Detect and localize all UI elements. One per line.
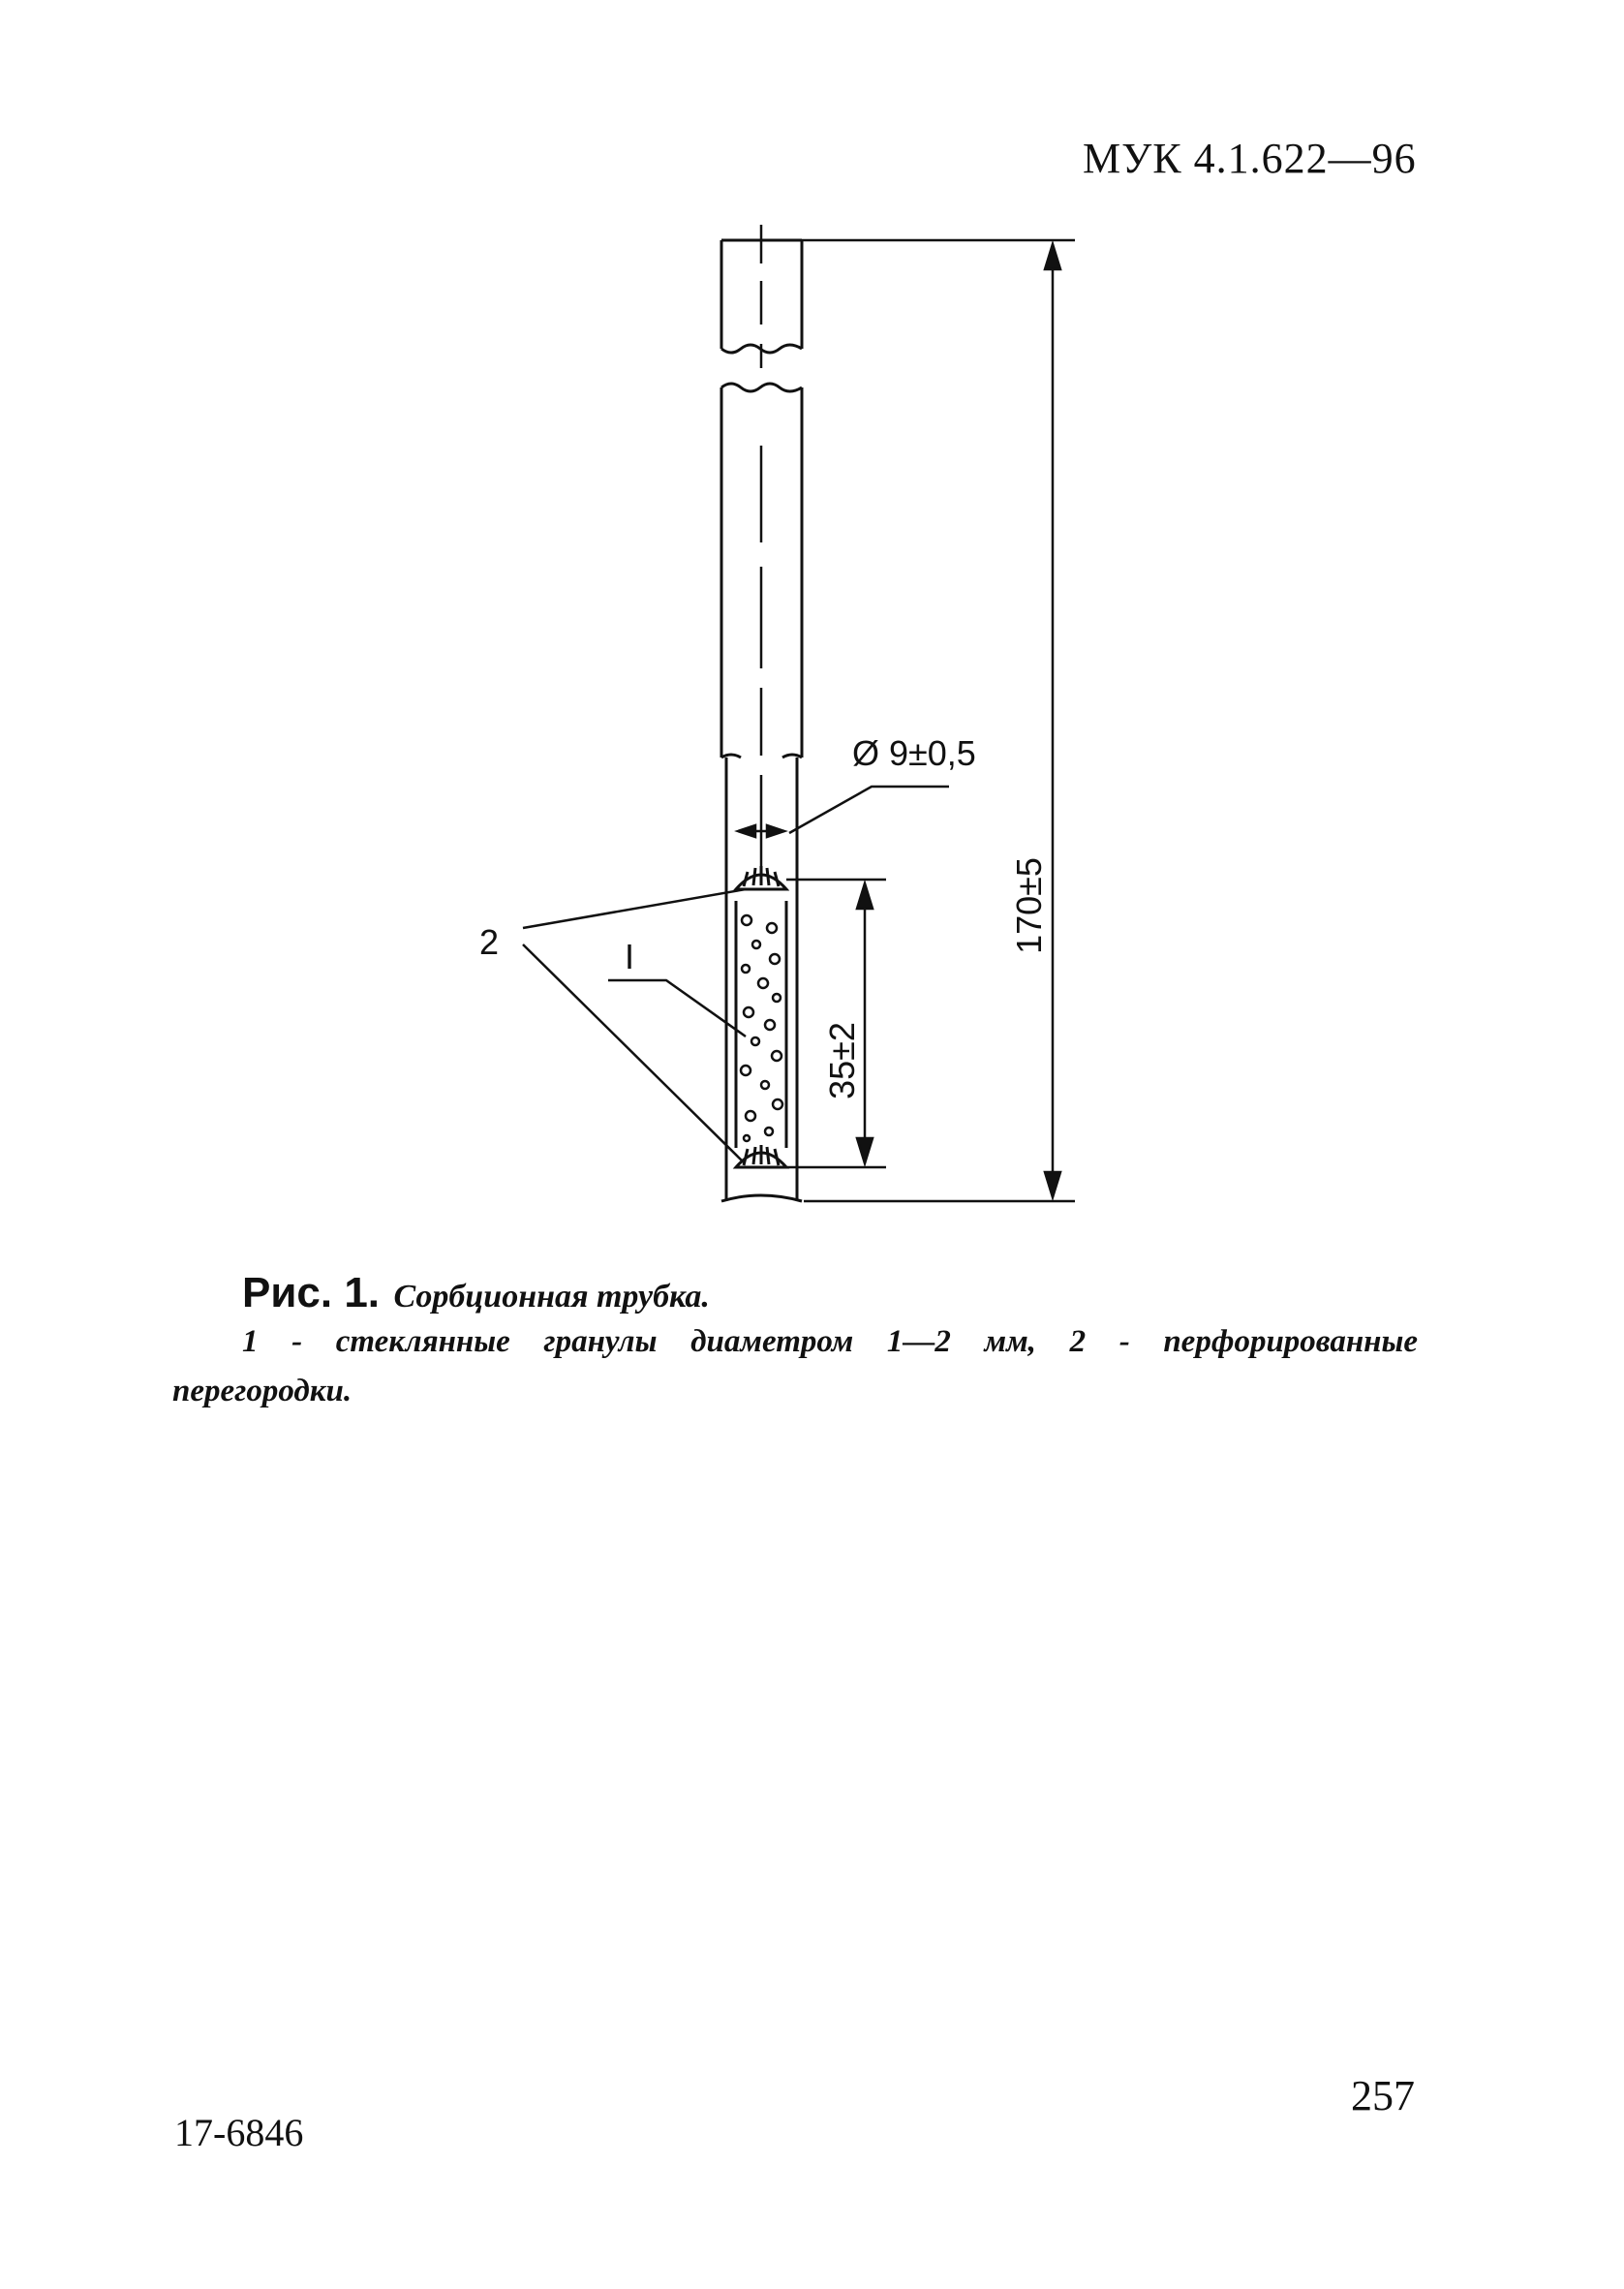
figure-title: Сорбционная трубка. — [393, 1279, 710, 1315]
callout-partitions: 2 — [479, 922, 500, 962]
dimension-diameter-label: Ø 9±0,5 — [852, 733, 976, 773]
figure-label: Рис. 1. — [242, 1269, 381, 1316]
glass-granules — [741, 915, 782, 1141]
partition-top — [736, 866, 786, 889]
page-number: 257 — [1351, 2072, 1415, 2119]
figure-legend: 1 - стеклянные гранулы диаметром 1—2 мм, 2 - перфорированные перегородки. — [172, 1324, 1418, 1409]
leader-partitions — [523, 889, 746, 1162]
print-code: 17-6846 — [174, 2111, 304, 2154]
partition-bottom — [736, 1145, 786, 1167]
dimension-packing-label: 35±2 — [822, 1022, 862, 1099]
dimension-diameter — [738, 787, 949, 837]
callout-granules: I — [625, 937, 635, 976]
figure-caption — [242, 1269, 710, 1317]
document-code: МУК 4.1.622—96 — [1083, 135, 1417, 182]
dimension-total-label: 170±5 — [1009, 857, 1049, 954]
